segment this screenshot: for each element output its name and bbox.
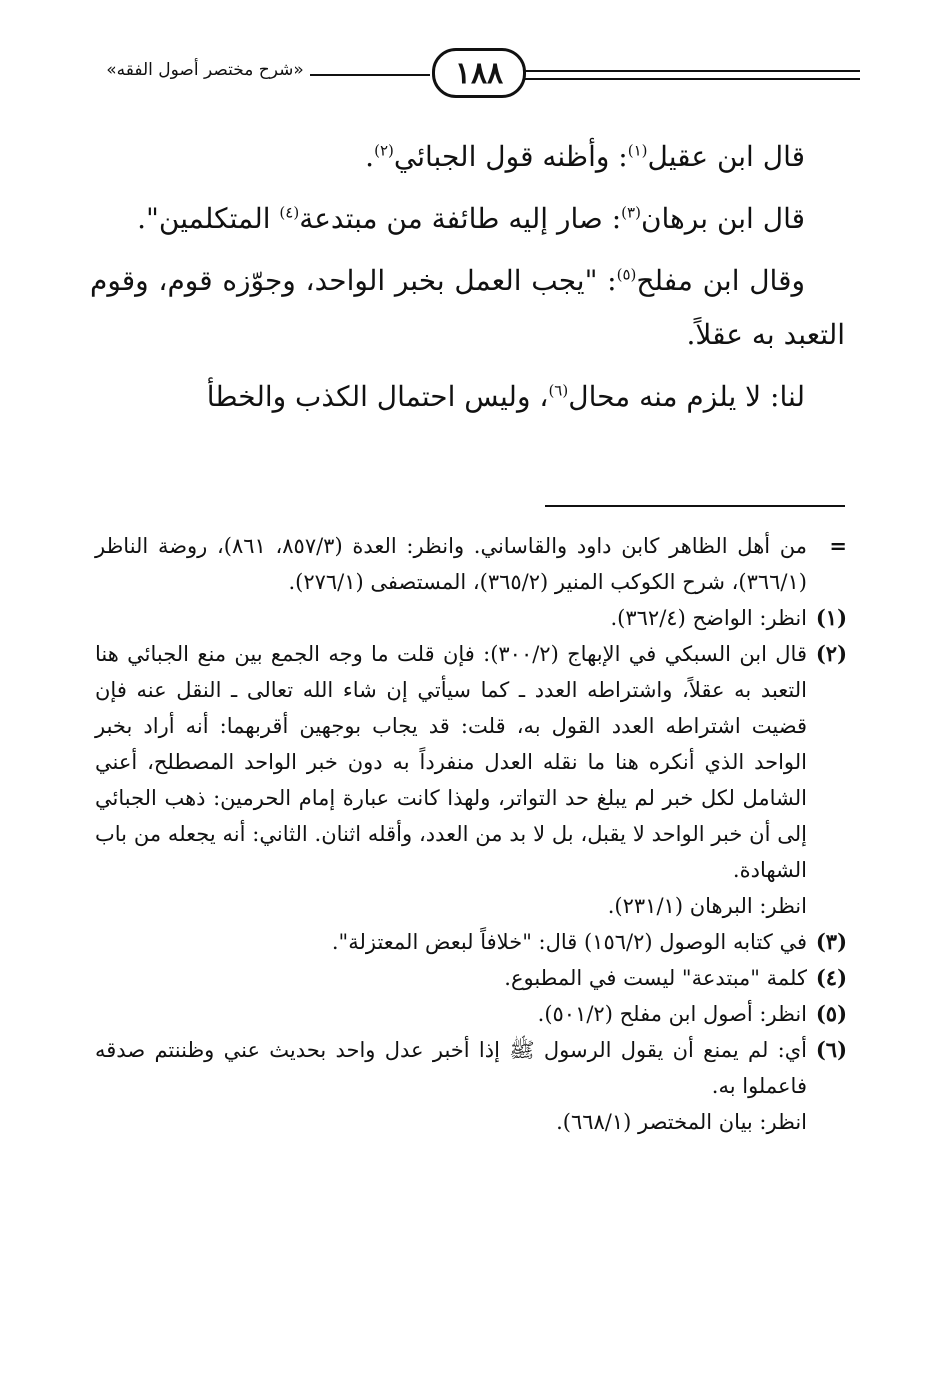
footnote-reference: انظر: بيان المختصر (٦٦٨/١). bbox=[556, 1110, 807, 1134]
footnote-text: أي: لم يمنع أن يقول الرسول ﷺ إذا أخبر عدل واحد بحديث عني وظننتم صدقه فاعملوا به. bbox=[95, 1038, 807, 1098]
header-rule-right-top bbox=[523, 70, 860, 72]
footnote-3 bbox=[95, 924, 847, 960]
footnote-number: (٤) bbox=[815, 965, 847, 990]
footnote-number: (١) bbox=[815, 605, 847, 630]
footnote-2 bbox=[95, 636, 847, 924]
footnote-4 bbox=[95, 960, 847, 996]
paragraph-ibn-burhan bbox=[90, 192, 845, 246]
footnote-ref: (٥) bbox=[616, 265, 637, 284]
footnote-ref: (٦) bbox=[548, 381, 569, 400]
text-run: وقال ابن مفلح bbox=[636, 264, 805, 297]
footnote-number: (٢) bbox=[815, 641, 847, 666]
footnotes bbox=[95, 528, 847, 1140]
paragraph-ibn-muflih bbox=[90, 254, 845, 362]
footnote-ref: (٣) bbox=[621, 203, 641, 222]
footnote-ref: (١) bbox=[627, 141, 648, 160]
footnote-1 bbox=[95, 600, 847, 636]
text-run: قال ابن برهان bbox=[640, 202, 805, 235]
footnote-text: قال ابن السبكي في الإبهاج (٣٠٠/٢): فإن قلت ما وجه الجمع بين منع الجبائي هنا التعبد به عقلاً، واشتراطه العدد ـ كما سيأتي إن شاء الله تعالى ـ النقل عنه فإن قضيت اشتراطه العدد القول به، قلت: قد يجاب بوجهين أقربهما: أنه أراد بخبر الواحد الذي أنكره هنا ما نقله العدل منفرداً به دون خبر الواحد المصطلح، أعني الشامل لكل خبر لم يبلغ حد التواتر، ولهذا كانت عبارة إمام الحرمين: ذهب الجبائي إلى أن خبر الواحد لا يقبل، بل لا بد من العدد، وأقله اثنان. الثاني: أنه يجعله من باب الشهادة. bbox=[95, 642, 807, 882]
text-run: قال ابن عقيل bbox=[647, 140, 805, 173]
footnote-ref: (٤) bbox=[279, 203, 300, 222]
page-header bbox=[40, 34, 910, 114]
text-run: ، وليس احتمال الكذب والخطأ bbox=[206, 380, 549, 413]
text-run: : "يجب العمل بخبر الواحد، وجوّزه قوم، وقوم التعبد به عقلاً. bbox=[90, 264, 845, 351]
running-title: «شرح مختصر أصول الفقه» bbox=[106, 60, 304, 80]
text-run: المتكلمين". bbox=[137, 202, 280, 235]
continuation-mark: = bbox=[829, 533, 847, 558]
footnote-6 bbox=[95, 1032, 847, 1140]
footnote-separator bbox=[545, 505, 845, 507]
text-run: . bbox=[365, 140, 375, 173]
footnote-number: (٣) bbox=[815, 929, 847, 954]
footnote-text: كلمة "مبتدعة" ليست في المطبوع. bbox=[504, 966, 807, 990]
footnote-text: في كتابه الوصول (١٥٦/٢) قال: "خلافاً لبعض المعتزلة". bbox=[331, 930, 807, 954]
paragraph-ibn-aqil bbox=[90, 130, 845, 184]
footnote-number: (٦) bbox=[815, 1037, 847, 1062]
footnote-number: (٥) bbox=[815, 1001, 847, 1026]
page-number: ١٨٨ bbox=[432, 48, 526, 98]
text-run: لنا: لا يلزم منه محال bbox=[568, 380, 805, 413]
footnote-5 bbox=[95, 996, 847, 1032]
footnote-text: انظر: أصول ابن مفلح (٥٠١/٢). bbox=[537, 1002, 807, 1026]
text-run: : وأظنه قول الجبائي bbox=[393, 140, 628, 173]
footnote-continuation bbox=[95, 528, 847, 600]
paragraph-lana bbox=[90, 370, 845, 424]
header-rule-left bbox=[310, 74, 430, 76]
main-text bbox=[90, 120, 845, 432]
footnote-text: من أهل الظاهر كابن داود والقاساني. وانظر: العدة (٨٥٧/٣، ٨٦١)، روضة الناظر (٣٦٦/١)، شرح الكوكب المنير (٣٦٥/٢)، المستصفى (٢٧٦/١). bbox=[95, 534, 808, 594]
footnote-ref: (٢) bbox=[374, 141, 394, 160]
footnote-reference: انظر: البرهان (٢٣١/١). bbox=[607, 894, 807, 918]
header-rule-right-bottom bbox=[523, 78, 860, 80]
text-run: : صار إليه طائفة من مبتدعة bbox=[299, 202, 622, 235]
footnote-text: انظر: الواضح (٣٦٢/٤). bbox=[610, 606, 807, 630]
